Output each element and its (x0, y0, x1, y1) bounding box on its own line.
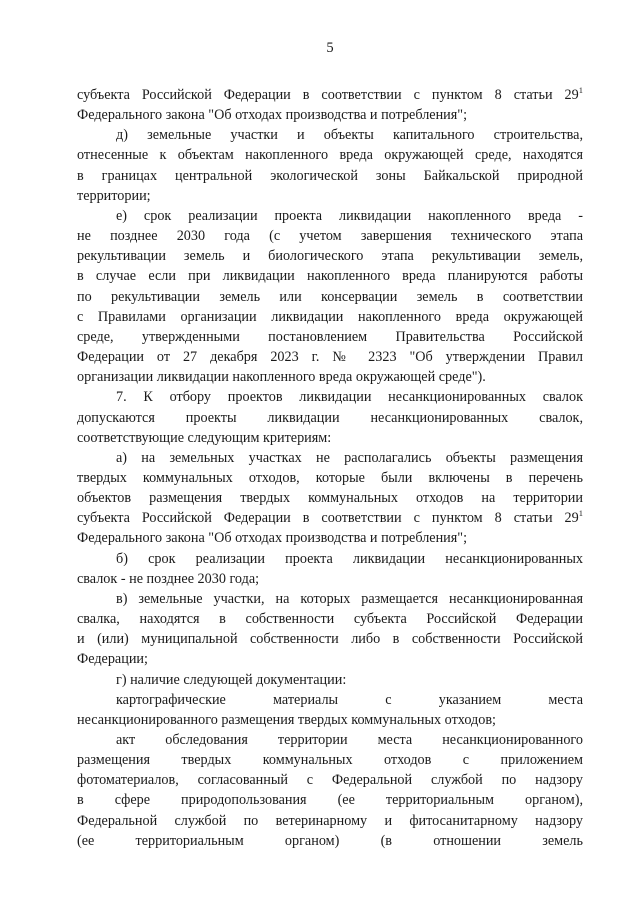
text-line (77, 569, 583, 589)
line-text: свалка, находятся в собственности субъекта Российской Федерации (77, 611, 583, 628)
line-text: б) срок реализации проекта ликвидации несанкционированных (116, 550, 583, 567)
line-text: по рекультивации земель или консервации земель в соответствии (77, 288, 583, 305)
text-line (77, 629, 583, 649)
text-line (77, 186, 583, 206)
superscript: 1 (578, 85, 583, 95)
text-line (77, 387, 583, 407)
line-text: допускаются проекты ликвидации несанкционированных свалок, (77, 409, 583, 426)
text-line (77, 710, 583, 730)
text-line (77, 790, 583, 810)
text-line (77, 730, 583, 750)
line-text: не позднее 2030 года (с учетом завершения технического этапа (77, 228, 583, 245)
line-text: и (или) муниципальной собственности либо в собственности Российской (77, 631, 583, 648)
line-text: (ее территориальным органом) (в отношении земель (77, 832, 583, 849)
line-text: Федерального закона "Об отходах производства и потребления"; (77, 530, 468, 547)
line-text: в случае если при ликвидации накопленного вреда планируются работы (77, 268, 583, 285)
text-line (77, 307, 583, 327)
line-text: размещения твердых коммунальных отходов с приложением (77, 752, 583, 769)
text-line (77, 145, 583, 165)
line-text: в границах центральной экологической зоны Байкальской природной (77, 167, 583, 184)
line-text: д) земельные участки и объекты капитального строительства, (116, 127, 583, 144)
text-line (77, 750, 583, 770)
line-text: несанкционированного размещения твердых коммунальных отходов; (77, 711, 496, 728)
text-line (77, 105, 583, 125)
line-text: субъекта Российской Федерации в соответствии с пунктом 8 статьи 29 (77, 510, 579, 527)
line-text: с Правилами организации ликвидации накопленного вреда окружающей (77, 308, 583, 325)
text-line (77, 831, 583, 851)
text-line (77, 246, 583, 266)
text-line (77, 690, 583, 710)
text-line (77, 166, 583, 186)
line-text: в) земельные участки, на которых размещается несанкционированная (116, 590, 583, 607)
text-line (77, 609, 583, 629)
line-text: Федерации от 27 декабря 2023 г. № 2323 "Об утверждении Правил (77, 349, 583, 366)
line-text: в сфере природопользования (ее территориальным органом), (77, 792, 583, 809)
line-text: картографические материалы с указанием места (116, 691, 583, 708)
line-text: е) срок реализации проекта ликвидации накопленного вреда - (116, 207, 583, 224)
line-text: среде, утвержденными постановлением Правительства Российской (77, 328, 583, 345)
text-line (77, 670, 583, 690)
text-line (77, 589, 583, 609)
line-text: территории; (77, 187, 151, 204)
text-line (77, 226, 583, 246)
text-line (77, 448, 583, 468)
text-line (77, 428, 583, 448)
line-text: г) наличие следующей документации: (116, 671, 347, 688)
line-text: рекультивации земель и биологического этапа рекультивации земель, (77, 248, 583, 265)
line-text: организации ликвидации накопленного вреда окружающей среде"). (77, 369, 486, 386)
page-number: 5 (326, 40, 334, 56)
text-line (77, 549, 583, 569)
line-text: объектов размещения твердых коммунальных отходов на территории (77, 490, 583, 507)
superscript: 1 (578, 508, 583, 519)
line-text: Федерации; (77, 651, 148, 668)
line-text: а) на земельных участках не располагались объекты размещения (116, 449, 583, 466)
text-line (77, 770, 583, 790)
text-line (77, 125, 583, 145)
text-line (77, 508, 583, 528)
text-line (77, 287, 583, 307)
document-body (77, 85, 583, 851)
text-line (77, 327, 583, 347)
text-line (77, 85, 583, 105)
line-text: твердых коммунальных отходов, которые были включены в перечень (77, 469, 583, 486)
text-line (77, 468, 583, 488)
line-text: акт обследования территории места несанкционированного (116, 732, 583, 748)
line-text: субъекта Российской Федерации в соответствии с пунктом 8 статьи 29 (77, 87, 579, 103)
text-line (77, 206, 583, 226)
text-line (77, 367, 583, 387)
text-line (77, 488, 583, 508)
line-text: фотоматериалов, согласованный с Федеральной службой по надзору (77, 772, 583, 789)
line-text: соответствующие следующим критериям: (77, 429, 332, 446)
line-text: 7. К отбору проектов ликвидации несанкционированных свалок (116, 389, 583, 406)
text-line (77, 528, 583, 548)
line-text: Федеральной службой по ветеринарному и фитосанитарному надзору (77, 812, 583, 829)
text-line (77, 811, 583, 831)
text-line (77, 408, 583, 428)
line-text: свалок - не позднее 2030 года; (77, 570, 260, 587)
text-line (77, 649, 583, 669)
text-line (77, 347, 583, 367)
line-text: Федерального закона "Об отходах производства и потребления"; (77, 107, 468, 124)
text-line (77, 266, 583, 286)
line-text: отнесенные к объектам накопленного вреда окружающей среде, находятся (77, 147, 583, 164)
